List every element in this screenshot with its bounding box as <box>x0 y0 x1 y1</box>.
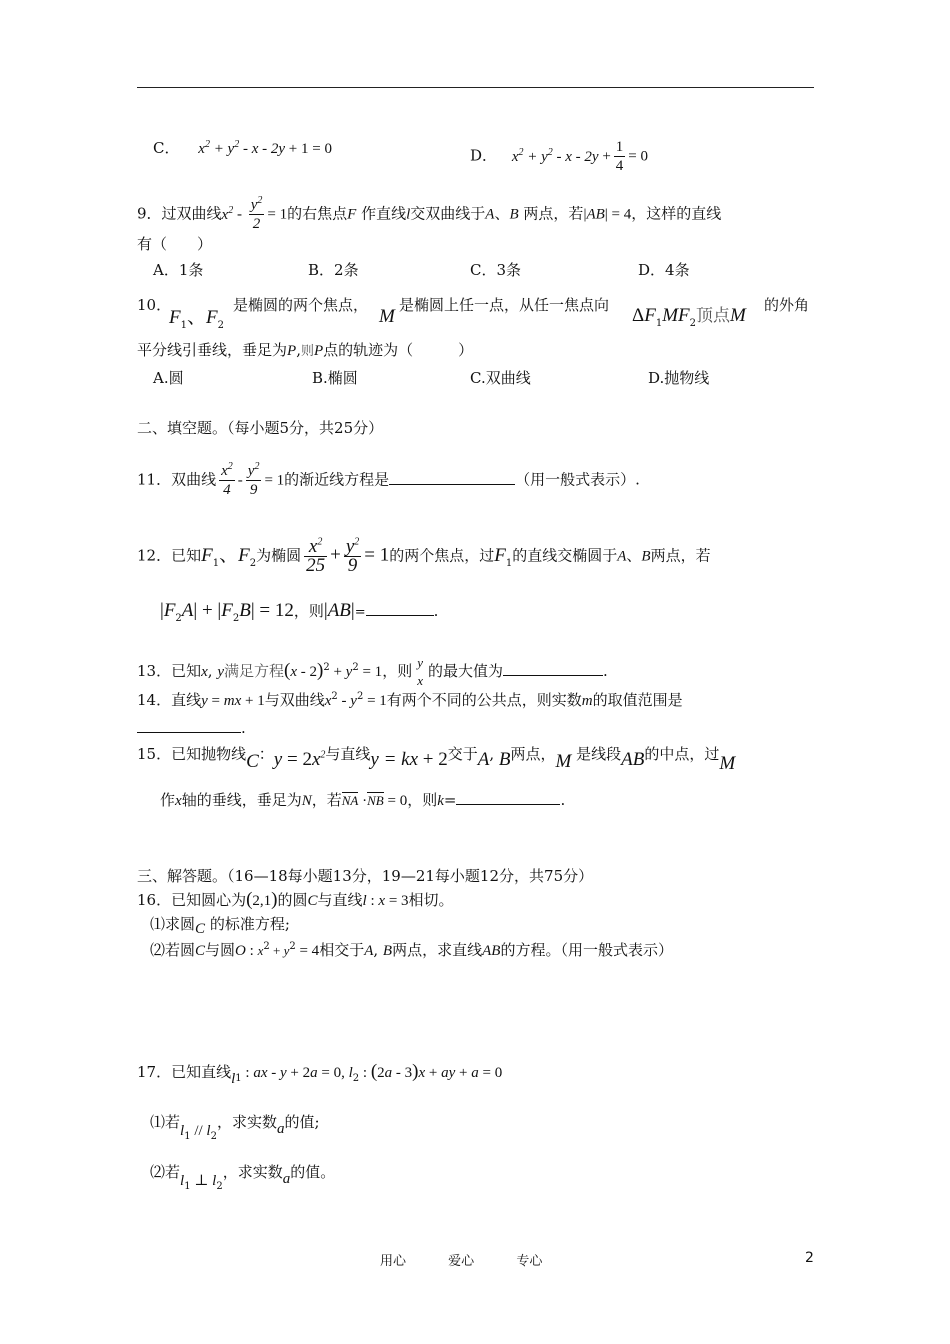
q13: 13．已知x, y满足方程$(x - 2)^2 + y^2 = 1$，则 y x 的最大值为 . <box>137 655 608 688</box>
q17: 17．已知直线$l_1$ : ax - y + 2a = 0, $l_2$ : (2a - 3)x + ay + a = 0 <box>137 1061 503 1087</box>
page-footer <box>380 1250 580 1269</box>
q14: 14．直线y = mx + 1与双曲线$x^2 - y^2 = 1$有两个不同的公共点，则实数m的取值范围是 <box>137 691 683 709</box>
q10-num: 10． <box>137 296 172 314</box>
q8-option-c: C． $x^2 + y^2 - x - 2y + 1 = 0$ <box>153 139 332 157</box>
q9-option-c: C．3条 <box>470 261 522 279</box>
q9-stem: 9．过双曲线$x^2$ - $\frac{y^2}{2}$ = 1的右焦点F 作直线l交双曲线于A、B 两点，若|AB| = 4，这样的直线 <box>137 195 722 232</box>
q10-point-m: M <box>379 306 395 327</box>
header-rule <box>137 87 814 88</box>
q14-line2: . <box>137 718 246 738</box>
section-2-heading: 二、填空题。（每小题5分，共25分） <box>137 419 384 437</box>
q17-part1: ⑴若$l_1 // l_2$，求实数a的值; <box>150 1113 320 1142</box>
footer-item: 专心 <box>516 1254 543 1269</box>
q17-part2: ⑵若$l_1$ ⊥ $l_2$，求实数a的值。 <box>150 1163 336 1192</box>
q10-option-d: D.抛物线 <box>648 369 710 387</box>
q10-foci: $F_1$、$F_2$ <box>169 306 224 331</box>
q10-t1: 是椭圆的两个焦点， <box>233 296 369 314</box>
q9-option-b: B．2条 <box>308 261 359 279</box>
q10-triangle: $\Delta F_1MF_2$顶点M <box>632 305 746 329</box>
section-3-heading: 三、解答题。（16—18每小题13分，19—21每小题12分，共75分） <box>137 867 594 885</box>
q12-line2: $|F_2A| + |F_2B| = 12$，则|AB|= . <box>160 600 439 624</box>
q10-t4: 的外角 <box>764 296 810 314</box>
q11: 11．双曲线 $\frac{x^2}{4}$ - $\frac{y^2}{9}$ = 1的渐近线方程是 （用一般式表示）. <box>137 461 640 498</box>
q15: 15．已知抛物线C：$y = 2x^2$与直线y = kx + 2交于A, B两点，M 是线段AB的中点，过M <box>137 745 736 774</box>
q10-option-a: A.圆 <box>153 369 184 387</box>
q10-t2: 是椭圆上任一点，从任一焦点向 <box>399 296 610 314</box>
page-number: 2 <box>805 1250 814 1266</box>
q10-option-c: C.双曲线 <box>470 369 531 387</box>
q8-option-d: D． $x^2 + y^2 - x - 2y$ + $\frac{1}{4}$ = 0 <box>470 139 649 174</box>
q16-part1: ⑴求圆C 的标准方程; <box>150 915 290 937</box>
q9-option-d: D．4条 <box>638 261 690 279</box>
q10-line2: 平分线引垂线，垂足为P,则P点的轨迹为（ ） <box>137 341 474 359</box>
q15-line2: 作x轴的垂线，垂足为N，若NA ·NB = 0，则k= . <box>160 791 566 809</box>
q9-line2: 有（ ） <box>137 235 213 253</box>
q9-option-a: A．1条 <box>153 261 204 279</box>
q16: 16．已知圆心为(2,1)的圆C与直线l : x = 3相切。 <box>137 889 454 910</box>
footer-item: 爱心 <box>448 1254 475 1269</box>
q16-part2: ⑵若圆C与圆O : $x^2 + y^2 = 4$相交于A, B两点，求直线AB的方程。（用一般式表示） <box>150 941 673 959</box>
q12: 12．已知$F_1$、$F_2$为椭圆 $\frac{x^2}{25}$ + $\frac{y^2}{9}$ = 1的两个焦点，过$F_1$的直线交椭圆于A、B两点，若 <box>137 536 711 576</box>
footer-item: 用心 <box>380 1254 407 1269</box>
q10-option-b: B.椭圆 <box>312 369 358 387</box>
